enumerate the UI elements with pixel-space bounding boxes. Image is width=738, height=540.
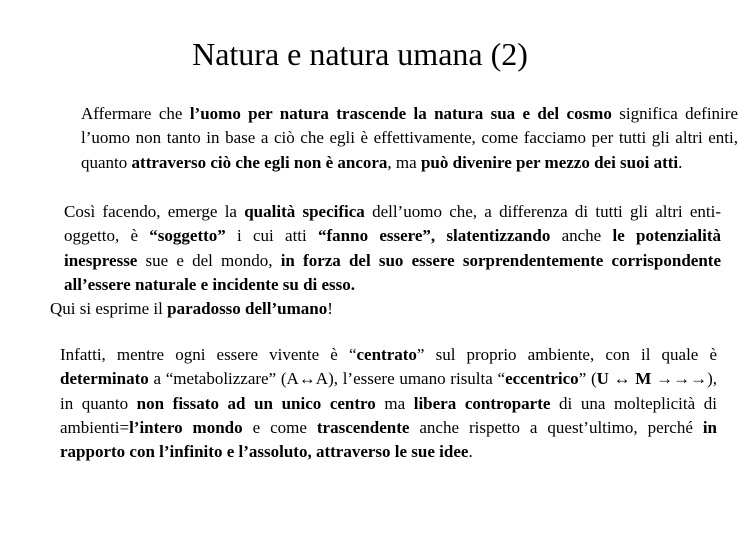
- bold-text-run: trascendente: [316, 417, 410, 437]
- bold-text-run: l’uomo per natura trascende la natura sua e del cosmo: [189, 104, 612, 123]
- text-run: a “metabolizzare” (A↔A), l’essere umano risulta “: [148, 369, 506, 389]
- bold-text-run: libera controparte: [413, 393, 551, 413]
- paragraph-2: [32, 200, 721, 297]
- text-run: significa definire l’uomo non tanto in base a ciò che egli è effettivamente, come facciamo per tutti gli altri enti, quanto: [81, 104, 738, 172]
- text-run: e come: [242, 417, 317, 437]
- text-run: Affermare che: [81, 104, 190, 123]
- bold-text-run: non fissato ad un unico centro: [136, 393, 376, 413]
- text-run: ma: [375, 393, 414, 413]
- text-run: ” sul proprio ambiente, con il quale è: [416, 345, 717, 364]
- paragraph-4: [32, 343, 717, 464]
- text-run: .: [678, 152, 683, 172]
- text-run: Infatti, mentre ogni essere vivente è “: [60, 345, 357, 364]
- bold-text-run: centrato: [356, 345, 417, 364]
- bold-text-run: le potenzialità inespresse: [64, 226, 721, 270]
- paragraph-1: [32, 102, 738, 175]
- bold-text-run: può divenire per mezzo dei suoi atti: [420, 152, 679, 172]
- text-run: !: [327, 299, 333, 318]
- bold-text-run: eccentrico: [505, 369, 579, 389]
- text-run: anche rispetto a quest’ultimo, perché: [409, 417, 703, 437]
- text-run: dell’uomo che, a differenza di tutti gli altri enti-oggetto, è: [64, 202, 721, 246]
- bold-text-run: in rapporto con l’infinito e l’assoluto, attraverso le sue idee: [60, 417, 718, 462]
- bold-text-run: attraverso ciò che egli non è ancora: [131, 152, 388, 172]
- text-run: anche: [550, 226, 613, 246]
- text-run: ), in quanto: [60, 369, 717, 413]
- text-run: i cui atti: [225, 226, 318, 246]
- bold-text-run: paradosso dell’umano: [167, 299, 328, 318]
- text-run: Qui si esprime il: [50, 299, 168, 318]
- text-run: .: [468, 442, 473, 462]
- bold-text-run: “fanno essere”, slatentizzando: [318, 226, 551, 246]
- slide-title: Natura e natura umana (2): [192, 36, 528, 72]
- bold-text-run: in forza del suo essere sorprendentemente corrispondente all’essere naturale e incidente su di esso.: [64, 250, 721, 294]
- text-run: di una molteplicità di ambienti=: [60, 393, 717, 437]
- bold-text-run: “soggetto”: [149, 226, 226, 246]
- bold-text-run: qualità specifica: [244, 202, 365, 221]
- bold-text-run: U ↔ M →→→: [596, 369, 708, 389]
- bold-text-run: l’intero mondo: [129, 417, 243, 437]
- text-run: ” (: [578, 369, 597, 389]
- text-run: , ma: [387, 152, 421, 172]
- paragraph-3: [32, 297, 707, 321]
- bold-text-run: determinato: [60, 369, 149, 389]
- text-run: sue e del mondo,: [137, 250, 281, 270]
- text-run: Così facendo, emerge la: [64, 202, 245, 221]
